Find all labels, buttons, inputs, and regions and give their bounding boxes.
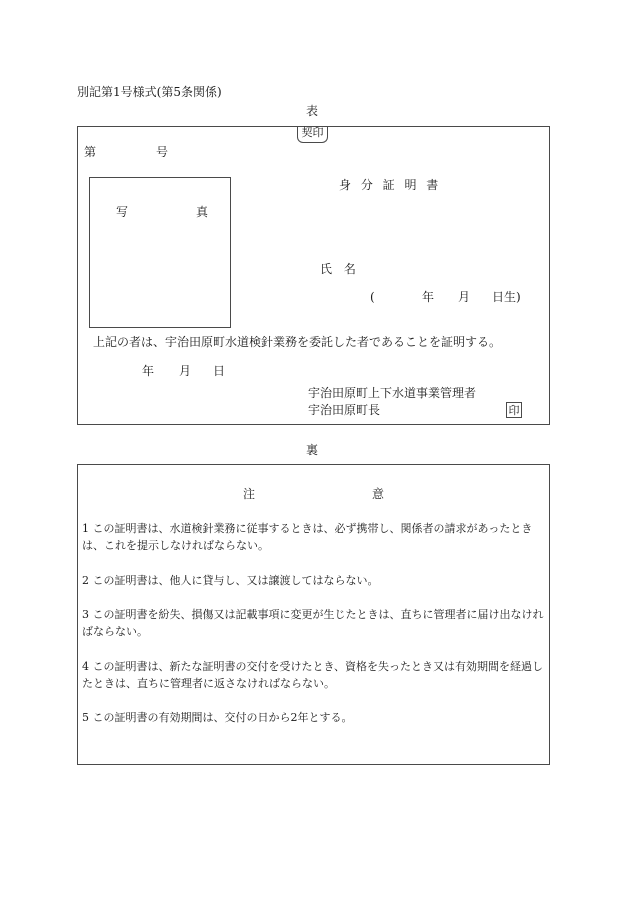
date-month: 月	[179, 364, 192, 378]
photo-box	[89, 177, 231, 328]
birth-day: 日生)	[492, 290, 521, 304]
notice-item-4: 4 この証明書は、新たな証明書の交付を受けたとき、資格を失ったとき又は有効期間を経過したときは、直ちに管理者に返さなければならない。	[82, 660, 544, 690]
date-year: 年	[142, 364, 155, 378]
number-suffix: 号	[156, 145, 169, 159]
notice-title-2: 意	[372, 487, 385, 501]
birth-year: 年	[422, 290, 435, 304]
birth-open: (	[370, 290, 375, 304]
form-label: 別記第1号様式(第5条関係)	[77, 85, 222, 99]
issuer-line-1: 宇治田原町上下水道事業管理者	[308, 386, 477, 400]
notice-item-1: 1 この証明書は、水道検針業務に従事するときは、必ず携帯し、関係者の請求があったときは、これを提示しなければならない。	[82, 522, 533, 552]
number-prefix: 第	[84, 145, 97, 159]
seal-mark: 印	[506, 402, 522, 418]
page-title: 身 分 証 明 書	[339, 178, 439, 192]
date-day: 日	[213, 364, 226, 378]
name-label: 氏 名	[320, 262, 356, 276]
back-label: 裏	[306, 443, 319, 457]
front-label: 表	[306, 104, 319, 118]
photo-label-2: 真	[196, 205, 209, 219]
contract-seal: 契印	[297, 126, 328, 143]
notice-item-5: 5 この証明書の有効期間は、交付の日から2年とする。	[82, 711, 353, 724]
notice-title-1: 注	[243, 487, 256, 501]
notice-item-3: 3 この証明書を紛失、損傷又は記載事項に変更が生じたときは、直ちに管理者に届け出なければならない。	[82, 608, 544, 638]
photo-label-1: 写	[116, 205, 129, 219]
birth-month: 月	[458, 290, 471, 304]
notice-item-2: 2 この証明書は、他人に貸与し、又は譲渡してはならない。	[82, 574, 379, 587]
certification-text: 上記の者は、宇治田原町水道検針業務を委託した者であることを証明する。	[93, 335, 502, 349]
issuer-line-2: 宇治田原町長	[308, 403, 381, 417]
